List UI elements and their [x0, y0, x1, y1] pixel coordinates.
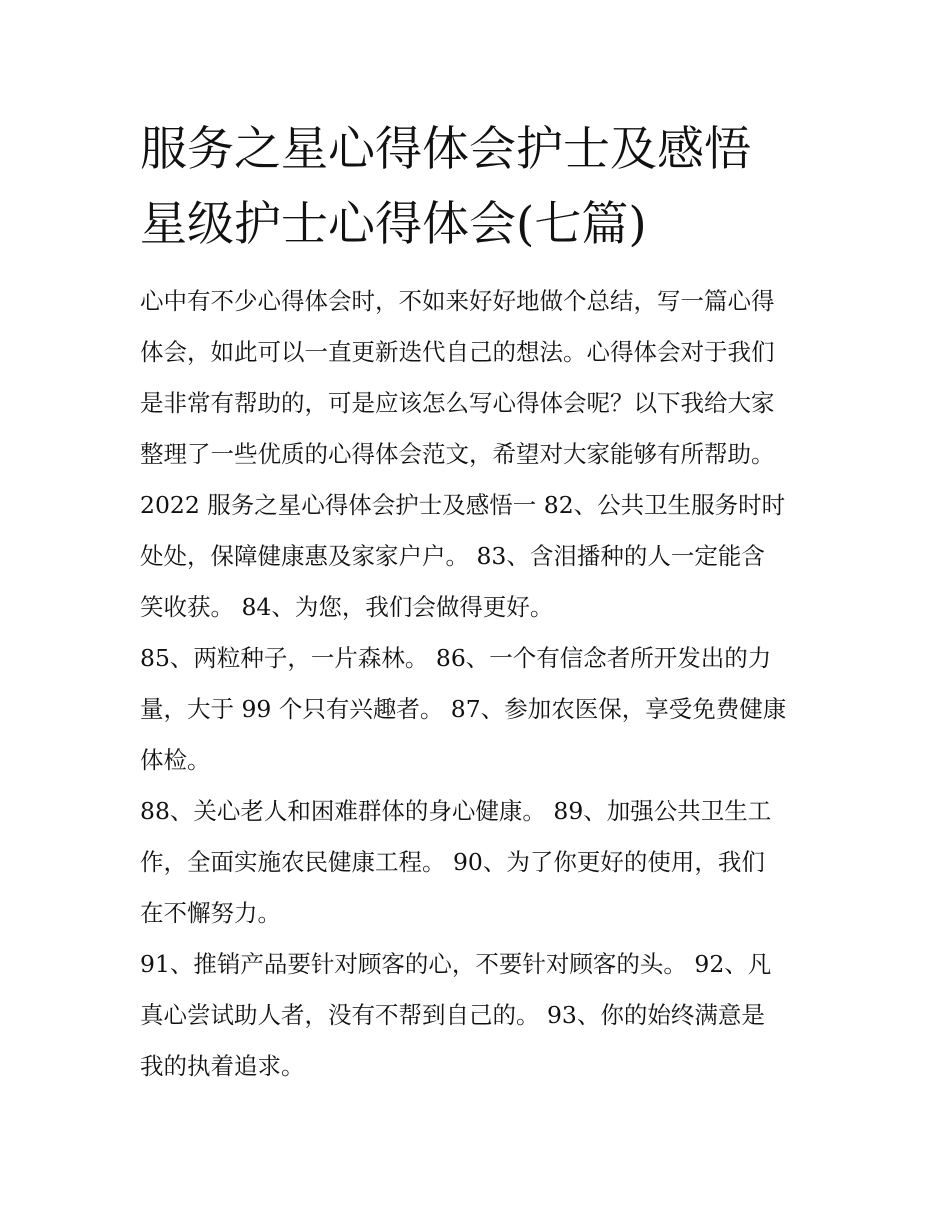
paragraph-intro	[140, 276, 830, 480]
paragraph-88	[140, 786, 830, 939]
text-line: 85、两粒种子，一片森林。 86、一个有信念者所开发出的力	[140, 644, 772, 672]
text-line: 真心尝试助人者，没有不帮到自己的。 93、你的始终满意是	[140, 1001, 765, 1029]
text-line: 心中有不少心得体会时，不如来好好地做个总结，写一篇心得	[140, 287, 775, 315]
paragraph-85	[140, 633, 830, 786]
text-line: 体会，如此可以一直更新迭代自己的想法。心得体会对于我们	[140, 338, 775, 366]
text-line: 91、推销产品要针对顾客的心，不要针对顾客的头。 92、凡	[140, 950, 772, 978]
text-line: 处处，保障健康惠及家家户户。 83、含泪播种的人一定能含	[140, 542, 765, 570]
text-line: 是非常有帮助的，可是应该怎么写心得体会呢？以下我给大家	[140, 389, 775, 417]
paragraph-2022	[140, 480, 830, 633]
text-line: 量，大于 99 个只有兴趣者。 87、参加农医保，享受免费健康	[140, 695, 787, 723]
text-line: 笑收获。 84、为您，我们会做得更好。	[140, 593, 554, 621]
text-line: 在不懈努力。	[140, 899, 281, 927]
title-line-2: 星级护士心得体会(七篇)	[140, 197, 647, 252]
paragraph-91	[140, 939, 830, 1092]
document-body	[140, 276, 830, 1092]
title-line-1: 服务之星心得体会护士及感悟	[140, 122, 751, 177]
text-line: 作，全面实施农民健康工程。 90、为了你更好的使用，我们	[140, 848, 765, 876]
text-line: 88、关心老人和困难群体的身心健康。 89、加强公共卫生工	[140, 797, 772, 825]
text-line: 我的执着追求。	[140, 1052, 305, 1080]
text-line: 整理了一些优质的心得体会范文，希望对大家能够有所帮助。	[140, 440, 775, 468]
text-line: 体检。	[140, 746, 211, 774]
document-title	[140, 112, 830, 262]
text-line: 2022 服务之星心得体会护士及感悟一 82、公共卫生服务时时	[140, 491, 786, 519]
